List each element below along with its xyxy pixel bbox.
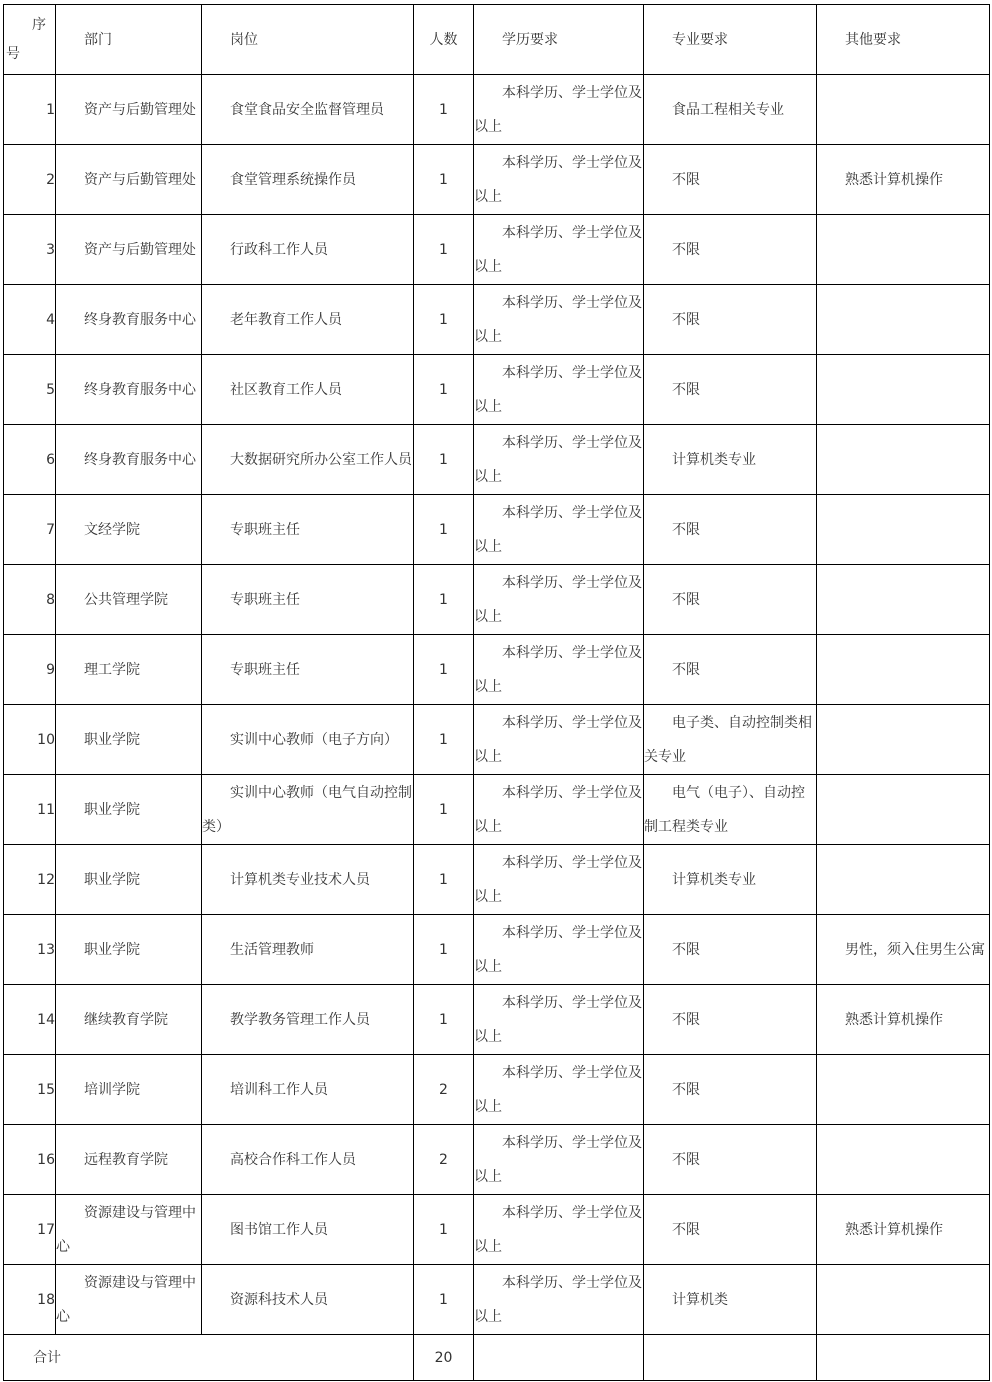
cell-major: 计算机类专业 [644, 425, 817, 495]
header-seq-bottom: 号 [6, 45, 20, 62]
table-row [4, 75, 990, 145]
cell-other [817, 1055, 990, 1125]
cell-other [817, 215, 990, 285]
cell-seq: 1 [4, 75, 56, 145]
cell-seq: 14 [4, 985, 56, 1055]
cell-other [817, 775, 990, 845]
cell-dept: 资产与后勤管理处 [56, 75, 202, 145]
cell-post: 食堂管理系统操作员 [202, 145, 414, 215]
cell-post: 专职班主任 [202, 565, 414, 635]
cell-education: 本科学历、学士学位及以上 [474, 355, 644, 425]
header-seq-top: 序 [32, 16, 46, 33]
cell-education: 本科学历、学士学位及以上 [474, 1055, 644, 1125]
cell-dept: 继续教育学院 [56, 985, 202, 1055]
cell-education: 本科学历、学士学位及以上 [474, 75, 644, 145]
cell-education: 本科学历、学士学位及以上 [474, 215, 644, 285]
cell-count: 1 [414, 1195, 474, 1265]
cell-major: 不限 [644, 495, 817, 565]
cell-count: 1 [414, 915, 474, 985]
table-row [4, 985, 990, 1055]
cell-education: 本科学历、学士学位及以上 [474, 775, 644, 845]
cell-post: 社区教育工作人员 [202, 355, 414, 425]
cell-dept: 职业学院 [56, 915, 202, 985]
total-empty-other [817, 1335, 990, 1381]
cell-post: 食堂食品安全监督管理员 [202, 75, 414, 145]
table-row [4, 565, 990, 635]
cell-dept: 终身教育服务中心 [56, 425, 202, 495]
cell-dept: 职业学院 [56, 705, 202, 775]
cell-post: 实训中心教师（电子方向） [202, 705, 414, 775]
cell-education: 本科学历、学士学位及以上 [474, 1265, 644, 1335]
total-empty-major [644, 1335, 817, 1381]
cell-post: 资源科技术人员 [202, 1265, 414, 1335]
cell-dept: 培训学院 [56, 1055, 202, 1125]
cell-post: 行政科工作人员 [202, 215, 414, 285]
table-row [4, 705, 990, 775]
table-row [4, 845, 990, 915]
table-row [4, 1195, 990, 1265]
cell-count: 1 [414, 635, 474, 705]
cell-education: 本科学历、学士学位及以上 [474, 845, 644, 915]
header-dept: 部门 [56, 5, 202, 75]
table-row [4, 145, 990, 215]
cell-seq: 16 [4, 1125, 56, 1195]
cell-major: 不限 [644, 145, 817, 215]
cell-count: 1 [414, 705, 474, 775]
cell-major: 不限 [644, 1195, 817, 1265]
cell-seq: 8 [4, 565, 56, 635]
cell-post: 培训科工作人员 [202, 1055, 414, 1125]
cell-seq: 6 [4, 425, 56, 495]
cell-dept: 资产与后勤管理处 [56, 215, 202, 285]
cell-education: 本科学历、学士学位及以上 [474, 285, 644, 355]
table-row [4, 915, 990, 985]
table-row [4, 1055, 990, 1125]
cell-count: 1 [414, 285, 474, 355]
cell-dept: 公共管理学院 [56, 565, 202, 635]
cell-education: 本科学历、学士学位及以上 [474, 985, 644, 1055]
cell-other [817, 1125, 990, 1195]
cell-dept: 远程教育学院 [56, 1125, 202, 1195]
cell-major: 不限 [644, 355, 817, 425]
cell-dept: 职业学院 [56, 775, 202, 845]
cell-seq: 7 [4, 495, 56, 565]
cell-post: 大数据研究所办公室工作人员 [202, 425, 414, 495]
cell-count: 1 [414, 845, 474, 915]
table-row [4, 425, 990, 495]
cell-seq: 2 [4, 145, 56, 215]
header-seq [4, 5, 56, 75]
cell-education: 本科学历、学士学位及以上 [474, 1125, 644, 1195]
cell-education: 本科学历、学士学位及以上 [474, 145, 644, 215]
cell-other: 熟悉计算机操作 [817, 145, 990, 215]
cell-dept: 文经学院 [56, 495, 202, 565]
table-row [4, 775, 990, 845]
cell-education: 本科学历、学士学位及以上 [474, 565, 644, 635]
cell-other [817, 75, 990, 145]
cell-major: 计算机类 [644, 1265, 817, 1335]
header-post: 岗位 [202, 5, 414, 75]
total-label: 合计 [33, 1349, 61, 1366]
cell-other [817, 1265, 990, 1335]
cell-education: 本科学历、学士学位及以上 [474, 915, 644, 985]
header-other: 其他要求 [817, 5, 990, 75]
header-education: 学历要求 [474, 5, 644, 75]
cell-major: 不限 [644, 915, 817, 985]
cell-post: 高校合作科工作人员 [202, 1125, 414, 1195]
cell-education: 本科学历、学士学位及以上 [474, 705, 644, 775]
cell-count: 1 [414, 985, 474, 1055]
cell-seq: 12 [4, 845, 56, 915]
total-count: 20 [414, 1335, 474, 1381]
cell-other: 男性，须入住男生公寓 [817, 915, 990, 985]
cell-post: 计算机类专业技术人员 [202, 845, 414, 915]
cell-post: 专职班主任 [202, 495, 414, 565]
cell-seq: 5 [4, 355, 56, 425]
cell-dept: 资产与后勤管理处 [56, 145, 202, 215]
cell-seq: 11 [4, 775, 56, 845]
cell-other [817, 285, 990, 355]
cell-education: 本科学历、学士学位及以上 [474, 1195, 644, 1265]
header-row [4, 5, 990, 75]
cell-education: 本科学历、学士学位及以上 [474, 495, 644, 565]
cell-major: 不限 [644, 1125, 817, 1195]
cell-post: 专职班主任 [202, 635, 414, 705]
table-row [4, 215, 990, 285]
table-row [4, 1125, 990, 1195]
cell-count: 1 [414, 1265, 474, 1335]
cell-post: 实训中心教师（电气自动控制类） [202, 775, 414, 845]
cell-other [817, 705, 990, 775]
cell-count: 1 [414, 355, 474, 425]
cell-major: 不限 [644, 215, 817, 285]
cell-seq: 10 [4, 705, 56, 775]
cell-major: 电气（电子）、自动控制工程类专业 [644, 775, 817, 845]
cell-other [817, 495, 990, 565]
cell-major: 计算机类专业 [644, 845, 817, 915]
cell-major: 食品工程相关专业 [644, 75, 817, 145]
cell-count: 1 [414, 145, 474, 215]
cell-dept: 职业学院 [56, 845, 202, 915]
cell-major: 不限 [644, 565, 817, 635]
cell-education: 本科学历、学士学位及以上 [474, 635, 644, 705]
cell-other: 熟悉计算机操作 [817, 985, 990, 1055]
table-row [4, 285, 990, 355]
cell-major: 不限 [644, 985, 817, 1055]
cell-other [817, 425, 990, 495]
cell-count: 2 [414, 1125, 474, 1195]
cell-seq: 3 [4, 215, 56, 285]
table-row [4, 355, 990, 425]
cell-dept: 终身教育服务中心 [56, 285, 202, 355]
cell-post: 老年教育工作人员 [202, 285, 414, 355]
cell-dept: 资源建设与管理中心 [56, 1195, 202, 1265]
cell-count: 1 [414, 565, 474, 635]
cell-other [817, 635, 990, 705]
cell-dept: 终身教育服务中心 [56, 355, 202, 425]
cell-dept: 理工学院 [56, 635, 202, 705]
cell-seq: 9 [4, 635, 56, 705]
recruitment-table [3, 4, 990, 1381]
cell-post: 图书馆工作人员 [202, 1195, 414, 1265]
cell-seq: 4 [4, 285, 56, 355]
cell-seq: 13 [4, 915, 56, 985]
cell-other [817, 355, 990, 425]
cell-post: 教学教务管理工作人员 [202, 985, 414, 1055]
total-label-cell [4, 1335, 414, 1381]
header-count: 人数 [414, 5, 474, 75]
cell-other: 熟悉计算机操作 [817, 1195, 990, 1265]
cell-count: 1 [414, 425, 474, 495]
cell-count: 1 [414, 75, 474, 145]
cell-count: 2 [414, 1055, 474, 1125]
total-empty-education [474, 1335, 644, 1381]
header-major: 专业要求 [644, 5, 817, 75]
total-row [4, 1335, 990, 1381]
cell-count: 1 [414, 495, 474, 565]
cell-other [817, 845, 990, 915]
cell-seq: 15 [4, 1055, 56, 1125]
cell-major: 不限 [644, 1055, 817, 1125]
cell-major: 不限 [644, 635, 817, 705]
cell-other [817, 565, 990, 635]
cell-education: 本科学历、学士学位及以上 [474, 425, 644, 495]
cell-major: 电子类、自动控制类相关专业 [644, 705, 817, 775]
cell-seq: 18 [4, 1265, 56, 1335]
cell-major: 不限 [644, 285, 817, 355]
cell-dept: 资源建设与管理中心 [56, 1265, 202, 1335]
cell-count: 1 [414, 775, 474, 845]
table-row [4, 495, 990, 565]
table-row [4, 1265, 990, 1335]
table-row [4, 635, 990, 705]
cell-seq: 17 [4, 1195, 56, 1265]
cell-post: 生活管理教师 [202, 915, 414, 985]
cell-count: 1 [414, 215, 474, 285]
